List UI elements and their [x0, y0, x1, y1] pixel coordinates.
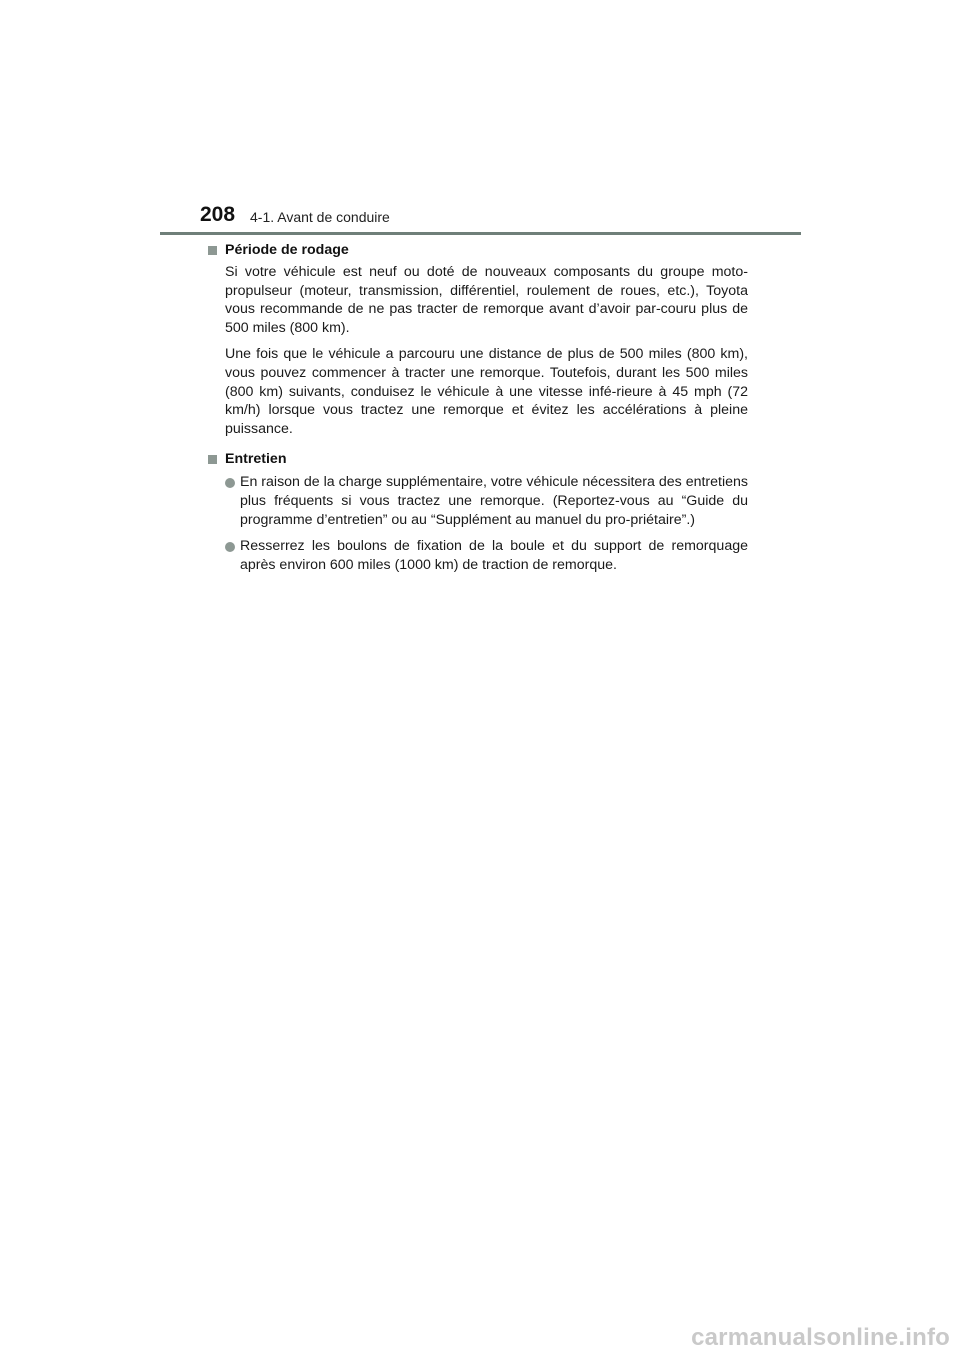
section-heading: [208, 240, 748, 260]
section-heading-text: Période de rodage: [225, 242, 349, 258]
circle-bullet-icon: [225, 478, 235, 488]
section-break-in-period: [208, 240, 748, 438]
circle-bullet-icon: [225, 542, 235, 552]
paragraph: Si votre véhicule est neuf ou doté de nouveaux composants du groupe moto-propulseur (moteur, transmission, différentiel, roulement de roues, etc.), Toyota vous recommande de ne pas tracter de remorque avant d’avoir par-couru plus de 500 miles (800 km).: [225, 264, 748, 336]
list-item: [208, 537, 748, 574]
paragraph: Une fois que le véhicule a parcouru une distance de plus de 500 miles (800 km), vous pouvez commencer à tracter une remorque. Toutefois, durant les 500 miles (800 km) suivants, conduisez le véhicule à une vitesse infé-rieure à 45 mph (72 km/h) lorsque vous tractez une remorque et évitez les accélérations à pleine puissance.: [225, 346, 748, 437]
section-title: 4-1. Avant de conduire: [250, 209, 390, 225]
section-maintenance: [208, 449, 748, 574]
list-item-text: Resserrez les boulons de fixation de la boule et du support de remorquage après environ 600 miles (1000 km) de traction de remorque.: [240, 538, 748, 573]
page-number: 208: [200, 203, 236, 226]
page-header: [200, 200, 800, 230]
section-heading-text: Entretien: [225, 451, 287, 468]
square-bullet-icon: [208, 246, 217, 255]
section-heading: [208, 449, 748, 469]
list-item: [208, 473, 748, 529]
list-item-text: En raison de la charge supplémentaire, votre véhicule nécessitera des entretiens plus fréquents si vous tractez une remorque. (Reportez-vous au “Guide du programme d’entretien” ou au “Supplément au manuel du pro-priétaire”.): [240, 474, 748, 528]
square-bullet-icon: [208, 455, 217, 464]
watermark: carmanualsonline.info: [691, 1324, 950, 1351]
header-rule: [160, 232, 801, 235]
page-content: [208, 240, 748, 574]
bullet-list: [208, 473, 748, 574]
